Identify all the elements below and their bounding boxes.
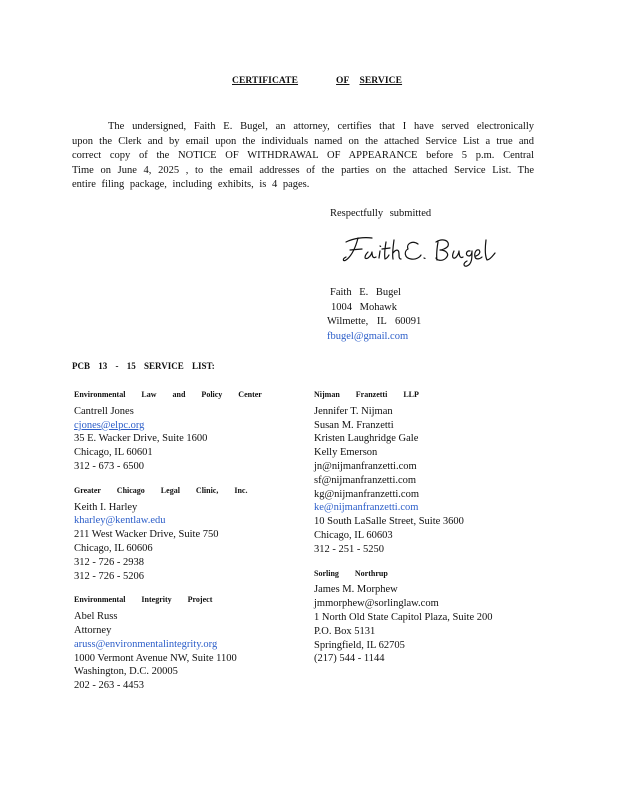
service-list-left-column — [74, 388, 262, 703]
service-line: 1000 Vermont Avenue NW, Suite 1100 — [74, 652, 237, 664]
service-entry — [74, 388, 262, 474]
service-list-right-column — [314, 388, 492, 676]
service-line: Washington, D.C. 20005 — [74, 666, 178, 678]
service-org-name: Greater Chicago Legal Clinic, Inc. — [74, 485, 248, 495]
paragraph-line: correct copy of the NOTICE OF WITHDRAWAL OF APPEARANCE before 5 p.m. Central — [72, 150, 534, 162]
service-line: Susan M. Franzetti — [314, 419, 394, 431]
service-entry — [74, 593, 262, 693]
service-entry — [74, 484, 262, 584]
service-line: 312 - 673 - 6500 — [74, 460, 144, 472]
service-line: sf@nijmanfranzetti.com — [314, 474, 417, 486]
paragraph-line: entire filing package, including exhibits, is 4 pages. — [72, 179, 310, 191]
service-org-name: Nijman Franzetti LLP — [314, 390, 419, 399]
service-line: Abel Russ — [74, 611, 118, 623]
service-email-link[interactable]: cjones@elpc.org — [74, 419, 145, 431]
service-line: jn@nijmanfranzetti.com — [314, 460, 417, 472]
service-line: Attorney — [74, 624, 112, 636]
service-line: James M. Morphew — [314, 584, 398, 596]
title-word-service: SERVICE — [359, 76, 403, 86]
certification-paragraph — [72, 120, 534, 193]
signer-block — [327, 286, 422, 344]
service-line: Chicago, IL 60603 — [314, 529, 393, 541]
service-line: (217) 544 - 1144 — [314, 653, 385, 665]
service-email-link[interactable]: kharley@kentlaw.edu — [74, 515, 166, 527]
service-line: 1 North Old State Capitol Plaza, Suite 200 — [314, 611, 493, 623]
service-email-link[interactable]: aruss@environmentalintegrity.org — [74, 638, 218, 650]
service-list-heading: PCB 13 - 15 SERVICE LIST: — [72, 361, 215, 371]
service-line: Keith I. Harley — [74, 501, 138, 513]
service-org-name: Environmental Law and Policy Center — [74, 390, 262, 399]
document-title — [232, 76, 406, 86]
service-line: Kelly Emerson — [314, 447, 378, 459]
signer-name: Faith E. Bugel — [330, 287, 401, 298]
service-line: 10 South LaSalle Street, Suite 3600 — [314, 516, 464, 528]
signer-street: 1004 Mohawk — [331, 301, 397, 313]
service-org-name: Environmental Integrity Project — [74, 595, 213, 605]
service-email-link[interactable]: ke@nijmanfranzetti.com — [314, 502, 419, 514]
service-line: Chicago, IL 60606 — [74, 542, 153, 554]
handwritten-signature — [340, 230, 500, 268]
service-entry — [314, 388, 492, 557]
service-org-name: Sorling Northrup — [314, 568, 388, 578]
service-line: 202 - 263 - 4453 — [74, 680, 144, 692]
service-line: 312 - 251 - 5250 — [314, 543, 384, 555]
service-line: Cantrell Jones — [74, 405, 134, 417]
service-line: Jennifer T. Nijman — [314, 405, 393, 417]
title-word-of: OF — [336, 76, 350, 86]
service-line: 312 - 726 - 2938 — [74, 556, 144, 568]
service-line: 312 - 726 - 5206 — [74, 570, 144, 582]
service-line: Chicago, IL 60601 — [74, 447, 153, 459]
service-line: jmmorphew@sorlinglaw.com — [314, 598, 439, 610]
service-entry — [314, 567, 492, 667]
service-line: Kristen Laughridge Gale — [314, 433, 419, 445]
signer-email-link[interactable]: fbugel@gmail.com — [327, 330, 409, 342]
paragraph-line: The undersigned, Faith E. Bugel, an attorney, certifies that I have served electronically — [108, 121, 534, 132]
service-line: Springfield, IL 62705 — [314, 639, 405, 651]
signer-city: Wilmette, IL 60091 — [327, 316, 422, 327]
title-word-certificate: CERTIFICATE — [232, 76, 299, 86]
paragraph-line: upon the Clerk and by email upon the individuals named on the attached Service List a true and — [72, 135, 534, 147]
service-line: 211 West Wacker Drive, Suite 750 — [74, 529, 219, 541]
service-line: 35 E. Wacker Drive, Suite 1600 — [74, 433, 208, 445]
paragraph-line: Time on June 4, 2025 , to the email addresses of the parties on the attached Service List. The — [72, 164, 534, 176]
closing-text: Respectfully submitted — [330, 208, 432, 219]
service-line: kg@nijmanfranzetti.com — [314, 488, 420, 500]
service-line: P.O. Box 5131 — [314, 625, 376, 637]
